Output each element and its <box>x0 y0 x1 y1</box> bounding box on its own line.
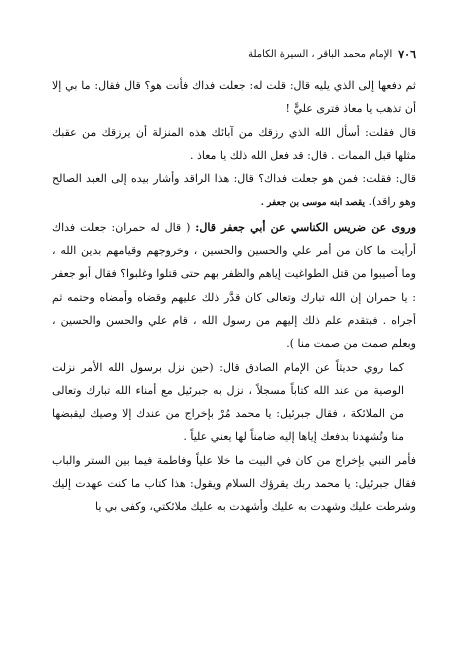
paragraph: قال فقلت: أسأل الله الذي رزقك من آبائك هذه المنزلة أن يرزقك من عقبك مثلها قبل الممات . قال: قد فعل الله ذلك يا معاذ . <box>52 125 416 162</box>
paragraph <box>52 216 416 356</box>
page-header <box>52 46 416 62</box>
running-title: الإمام محمد الباقر ، السيرة الكاملة <box>248 48 393 60</box>
paragraph-text: قال: فقلت: فمن هو جعلت فداك؟ قال: هذا الراقد وأشار بيده إلى العبد الصالح وهو راقد). <box>52 172 416 209</box>
narration-lead: وروى عن ضريس الكناسي عن أبي جعفر قال: <box>195 220 417 234</box>
paragraph: ثم دفعها إلى الذي يليه قال: قلت له: جعلت فداك فأنت هو؟ قال فقال: ما بي إلا أن تذهب يا معاذ فترى عليًّ ! <box>52 79 416 116</box>
page-number: ٧٠٦ <box>398 47 416 61</box>
paragraph: فأمر النبي بإخراج من كان في البيت ما خلا علياً وفاطمة فيما بين الستر والباب فقال جبرئيل: يا محمد ربك يقرؤك السلام ويقول: هذا كتاب ما كنت عهدت إليك وشرطت عليك وشهدت به عليك وأشهدت به عليك ملائكتي، وكفى بي يا <box>52 453 416 514</box>
paragraph-text: ( قال له حمران: جعلت فداك أرأيت ما كان من أمر علي والحسين والحسين ، وخروجهم وقيامهم بدين الله ، وما أصيبوا من قتل الطواغيت إياهم والظفر بهم حتى قتلوا وغلبوا؟ فقال أبو جعفر : يا حمران إن الله تبارك وتعالى كان قدَّر ذلك عليهم وقضاه وأمضاه وحتمه ثم أجراه . فبتقدم علم ذلك إليهم من رسول الله ، قام علي والحسن والحسين ، وبعلم صمت من صمت منا ). <box>52 220 416 351</box>
paragraph <box>52 167 416 216</box>
paragraph: كما روي حديثاً عن الإمام الصادق قال: (حين نزل برسول الله الأمر نزلت الوصية من عند الله كتاباً مسجلاً ، نزل به جبرئيل مع أمناء الله تبارك وتعالى من الملائكة ، فقال جبرئيل: يا محمد مُرْ بإخراج من عندك إلا وصيك ليقبضها منا وتُشهدنا بدفعك إياها إليه ضامناً لها يعني علياً . <box>52 360 404 444</box>
body-text <box>52 74 416 519</box>
paragraph-note: يقصد ابنه موسى بن جعفر . <box>260 198 366 209</box>
